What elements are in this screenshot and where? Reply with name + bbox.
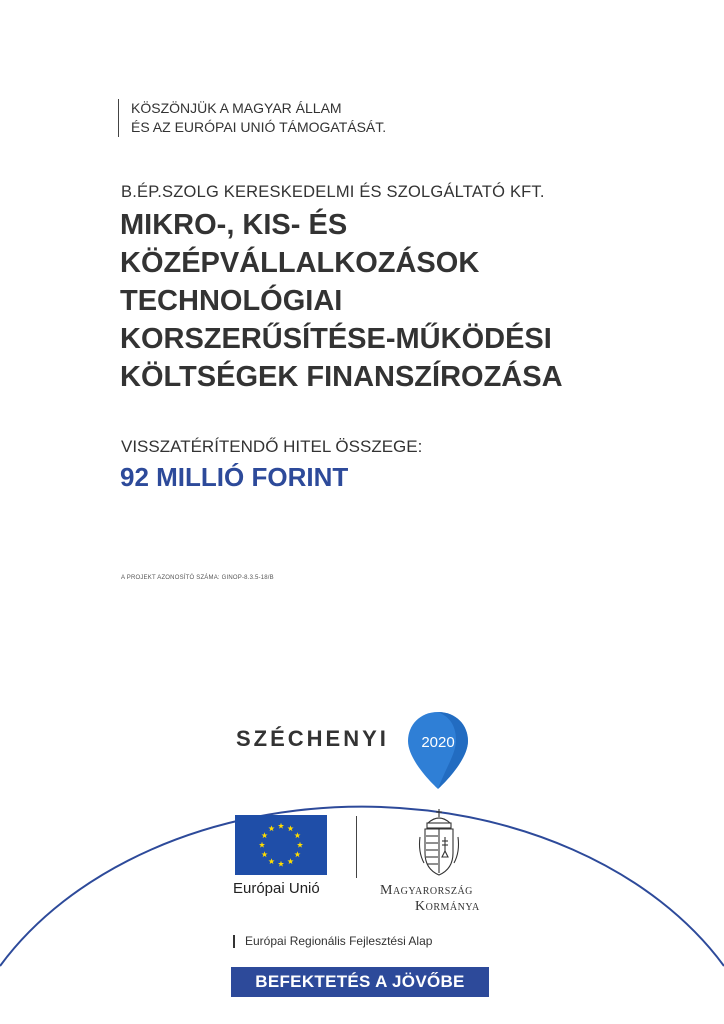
project-title-line: KORSZERŰSÍTÉSE-MŰKÖDÉSI	[120, 323, 552, 355]
szechenyi-logo-text: SZÉCHENYI	[236, 726, 389, 751]
government-label-line-2: Kormánya	[415, 899, 480, 914]
pin-year: 2020	[421, 734, 455, 751]
government-label-line-1: Magyarország	[380, 883, 473, 898]
loan-amount: 92 MILLIÓ FORINT	[120, 462, 349, 492]
eu-label: Európai Unió	[233, 880, 320, 897]
eu-flag-icon	[235, 815, 327, 875]
company-name: B.ÉP.SZOLG KERESKEDELMI ÉS SZOLGÁLTATÓ KFT.	[121, 183, 545, 201]
invest-in-future-banner: BEFEKTETÉS A JÖVŐBE	[231, 967, 489, 997]
project-title-line: TECHNOLÓGIAI	[120, 285, 343, 317]
thanks-line-1: KÖSZÖNJÜK A MAGYAR ÁLLAM	[131, 100, 342, 116]
project-title-line: KÖZÉPVÁLLALKOZÁSOK	[120, 247, 480, 279]
logo-divider	[356, 816, 357, 878]
project-id: A PROJEKT AZONOSÍTÓ SZÁMA: GINOP-8.3.5-18/B	[121, 575, 274, 581]
hungarian-coat-of-arms-icon	[416, 807, 462, 877]
loan-label: VISSZATÉRÍTENDŐ HITEL ÖSSZEGE:	[121, 437, 423, 456]
thanks-line-2: ÉS AZ EURÓPAI UNIÓ TÁMOGATÁSÁT.	[131, 119, 387, 135]
fund-label: Európai Regionális Fejlesztési Alap	[233, 935, 432, 948]
project-title-line: KÖLTSÉGEK FINANSZÍROZÁSA	[120, 361, 563, 393]
project-title-line: MIKRO-, KIS- ÉS	[120, 209, 348, 241]
szechenyi-2020-pin-icon	[408, 712, 468, 792]
